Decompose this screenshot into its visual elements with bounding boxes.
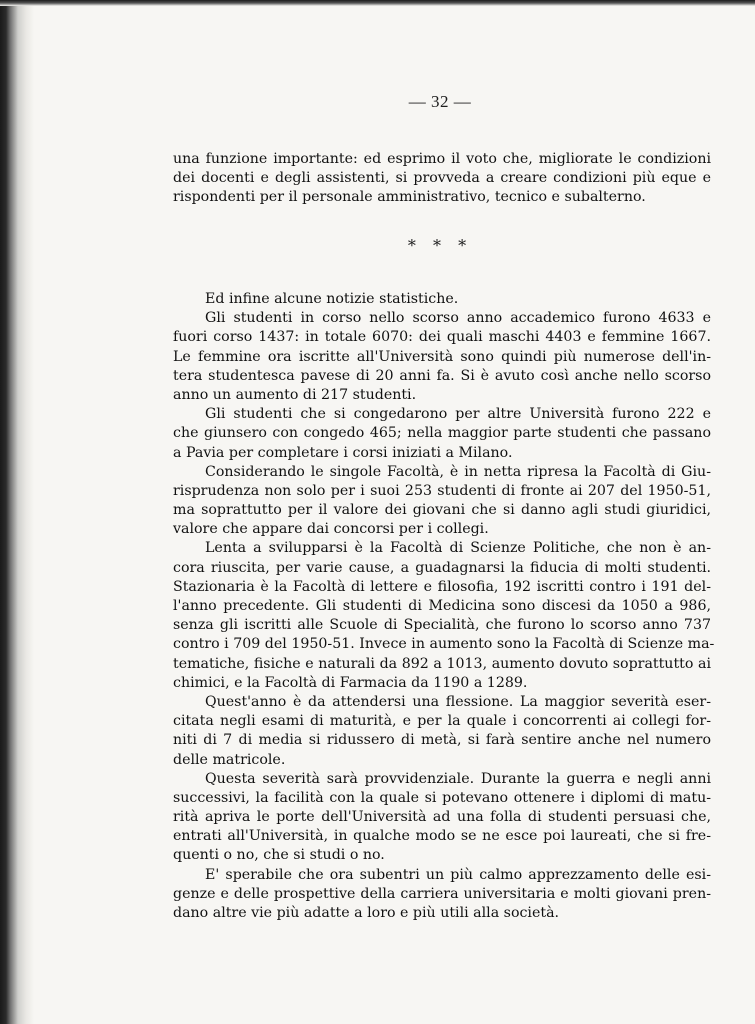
text-line: dei docenti e degli assistenti, si provveda a creare condizioni più eque e [173,170,711,187]
text-line: ma soprattutto per il valore dei giovani che si danno agli studi giuridici, [173,502,711,519]
text-line: Quest'anno è da attendersi una flessione. La maggior severità eser- [205,693,711,710]
text-line: l'anno precedente. Gli studenti di Medicina sono discesi da 1050 a 986, [173,598,711,614]
text-line: Considerando le singole Facoltà, è in netta ripresa la Facoltà di Giu- [205,463,711,480]
text-line: quenti o no, che si studi o no. [173,847,385,864]
text-line: a Pavia per completare i corsi iniziati a Milano. [173,444,513,461]
intro-paragraph [173,150,711,208]
text-line: entrati all'Università, in qualche modo se ne esce poi laureati, che si fre- [173,828,711,845]
text-line: genze e delle prospettive della carriera universitaria e molti giovani pren- [173,885,711,902]
text-line: valore che appare dai concorsi per i collegi. [173,521,489,538]
text-line: che giunsero con congedo 465; nella maggior parte studenti che passano [173,425,711,442]
book-binding-shadow [0,0,34,1024]
text-line: contro i 709 del 1950-51. Invece in aumento sono la Facoltà di Scienze ma- [173,636,715,653]
text-line: Gli studenti che si congedarono per altre Università furono 222 e [205,406,711,423]
section-separator: * * * [407,236,473,255]
text-line: cora riuscita, per varie cause, a guadagnarsi la fiducia di molti studenti. [173,559,711,576]
text-line: Ed infine alcune notizie statistiche. [205,291,459,307]
page-number: — 32 — [408,92,472,111]
text-line: Questa severità sarà provvidenziale. Durante la guerra e negli anni [205,770,711,787]
text-line: Stazionaria è la Facoltà di lettere e filosofia, 192 iscritti contro i 191 del- [173,578,711,595]
text-line: anno un aumento di 217 studenti. [173,386,417,403]
text-line: Lenta a svilupparsi è la Facoltà di Scienze Politiche, che non è an- [205,540,711,557]
text-line: risprudenza non solo per i suoi 253 studenti di fronte ai 207 del 1950-51, [173,482,711,499]
text-line: Le femmine ora iscritte all'Università sono quindi più numerose dell'in- [173,348,711,365]
page-top-edge [0,0,755,6]
text-line: una funzione importante: ed esprimo il voto che, migliorate le condizioni [173,151,711,167]
text-line: niti di 7 di media si ridussero di metà, si farà sentire anche nel numero [173,732,711,749]
text-line: E' sperabile che ora subentri un più calmo apprezzamento delle esi- [205,866,711,883]
text-line: fuori corso 1437: in totale 6070: dei quali maschi 4403 e femmine 1667. [173,329,711,346]
body-text [173,290,715,923]
text-line: Gli studenti in corso nello scorso anno accademico furono 4633 e [205,310,711,327]
text-line: tera studentesca pavese di 20 anni fa. Si è avuto così anche nello scorso [173,367,711,384]
text-line: chimici, e la Facoltà di Farmacia da 1190 a 1289. [173,674,528,691]
text-line: tematiche, fisiche e naturali da 892 a 1013, aumento dovuto soprattutto ai [173,655,711,672]
text-line: citata negli esami di maturità, e per la quale i concorrenti ai collegi for- [173,713,711,730]
text-line: rispondenti per il personale amministrativo, tecnico e subalterno. [173,189,646,206]
text-line: delle matricole. [173,751,286,768]
text-line: rità apriva le porte dell'Università ad una folla di studenti persuasi che, [173,809,711,826]
text-line: dano altre vie più adatte a loro e più utili alla società. [173,905,560,921]
text-line: senza gli iscritti alle Scuole di Specialità, che furono lo scorso anno 737 [173,617,711,634]
text-line: successivi, la facilità con la quale si potevano ottenere i diplomi di matu- [173,789,711,806]
